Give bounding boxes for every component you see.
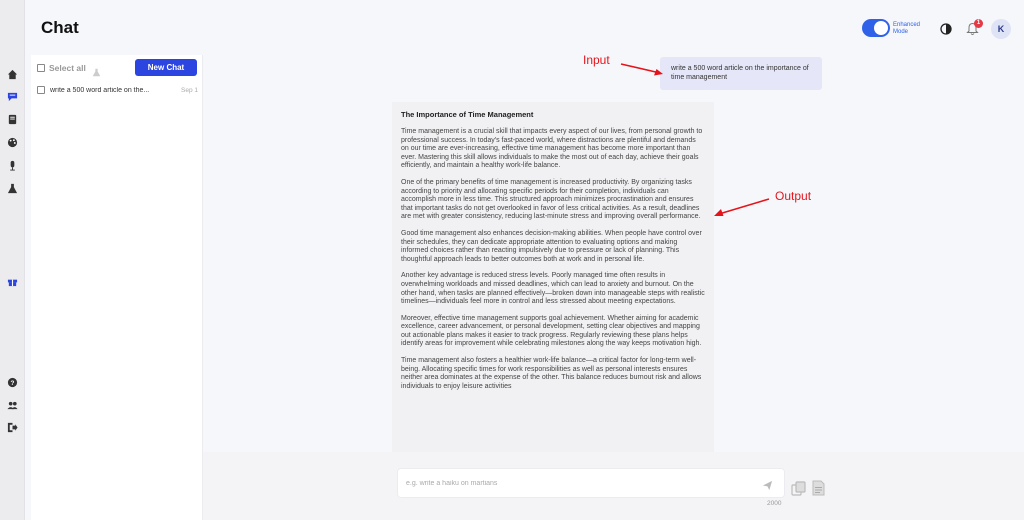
users-icon[interactable] (6, 399, 18, 411)
theme-toggle-icon[interactable] (940, 22, 952, 34)
palette-icon[interactable] (6, 136, 18, 148)
home-icon[interactable] (6, 68, 18, 80)
list-item[interactable] (37, 84, 198, 96)
select-all-label: Select all (49, 63, 86, 73)
prompt-input-container (398, 469, 784, 497)
flask-icon[interactable] (92, 64, 101, 73)
logout-icon[interactable] (6, 421, 18, 433)
response-paragraph: Another key advantage is reduced stress levels. Poorly managed time often results in overwhelming workloads and missed deadlines, which can lead to anxiety and burnout. On the other hand, when tasks are planned effectively—broken down into manageable steps with realistic timelines—individuals feel more in control and less stressed about meeting expectations. (401, 272, 705, 306)
sidebar-rail (0, 0, 25, 520)
gift-icon[interactable] (6, 275, 18, 287)
chat-list-panel (31, 55, 203, 520)
select-all-row[interactable] (37, 63, 86, 73)
user-message-bubble: write a 500 word article on the importance of time management (660, 57, 822, 90)
input-annotation-arrow (618, 60, 666, 80)
enhanced-mode-label: Enhanced Mode (893, 22, 921, 35)
page-title: Chat (41, 18, 79, 37)
document-icon[interactable] (6, 113, 18, 125)
help-icon[interactable] (6, 376, 18, 388)
response-paragraph: One of the primary benefits of time management is increased productivity. By organizing tasks according to priority and allocating specific periods for their completion, individuals can accomplish more in less time. This structured approach minimizes procrastination and ensures that important tasks do not get overlooked in favor of less critical activities. As a result, deadlines are met with greater consistency, reducing last-minute stress and improving overall performance. (401, 178, 701, 221)
response-title: The Importance of Time Management (401, 110, 534, 119)
send-icon[interactable] (762, 478, 773, 489)
chat-item-date: Sep 1 (181, 86, 198, 94)
prompt-input[interactable] (398, 469, 748, 497)
chat-icon[interactable] (6, 90, 18, 102)
response-paragraph: Time management is a crucial skill that impacts every aspect of our lives, from personal growth to professional success. In today's fast-paced world, where distractions are plentiful and demands on our time are ever-increasing, effective time management has become more important than ever. Mastering this skill allows individuals to make the most out of each day, achieve their goals efficiently, and maintain a healthy work-life balance. (401, 128, 703, 170)
select-all-checkbox[interactable] (37, 64, 45, 72)
document-icon[interactable] (812, 480, 825, 496)
notification-badge: 1 (974, 19, 983, 28)
output-annotation-label: Output (775, 189, 812, 203)
toggle-knob (874, 21, 888, 35)
output-annotation-arrow (711, 196, 773, 220)
enhanced-mode-toggle[interactable] (862, 19, 890, 37)
flask-icon[interactable] (6, 182, 18, 194)
response-paragraph: Moreover, effective time management supports goal achievement. Whether aiming for academic excellence, career advancement, or personal development, setting clear objectives and mapping out actionable plans makes it easier to track progress. Regularly reviewing these plans helps identify areas for improvement while celebrating milestones along the way keeps motivation high. (401, 314, 702, 348)
avatar[interactable]: K (991, 19, 1011, 39)
char-limit: 2000 (767, 500, 782, 507)
response-paragraph: Time management also fosters a healthier work-life balance—a critical factor for long-term well-being. Allocating specific times for work responsibilities as well as personal interests ensures neither area dominates at the expense of the other. This balance reduces burnout risk and allows individuals to enjoy leisure activities (401, 357, 702, 390)
new-chat-button[interactable]: New Chat (135, 59, 197, 76)
input-annotation-label: Input (583, 53, 610, 67)
copy-icon[interactable] (791, 481, 806, 496)
chat-item-title: write a 500 word article on the... (50, 86, 150, 94)
svg-text:?: ? (10, 379, 14, 387)
chat-item-checkbox[interactable] (37, 86, 45, 94)
response-paragraph: Good time management also enhances decision-making abilities. When people have control over their schedules, they can dedicate appropriate attention to evaluating options and making informed choices rather than reacting impulsively due to pressure or lack of planning. This thoughtful approach leads to better outcomes both at work and in personal life. (401, 229, 702, 263)
microphone-icon[interactable] (6, 159, 18, 171)
assistant-response-card (392, 102, 714, 452)
